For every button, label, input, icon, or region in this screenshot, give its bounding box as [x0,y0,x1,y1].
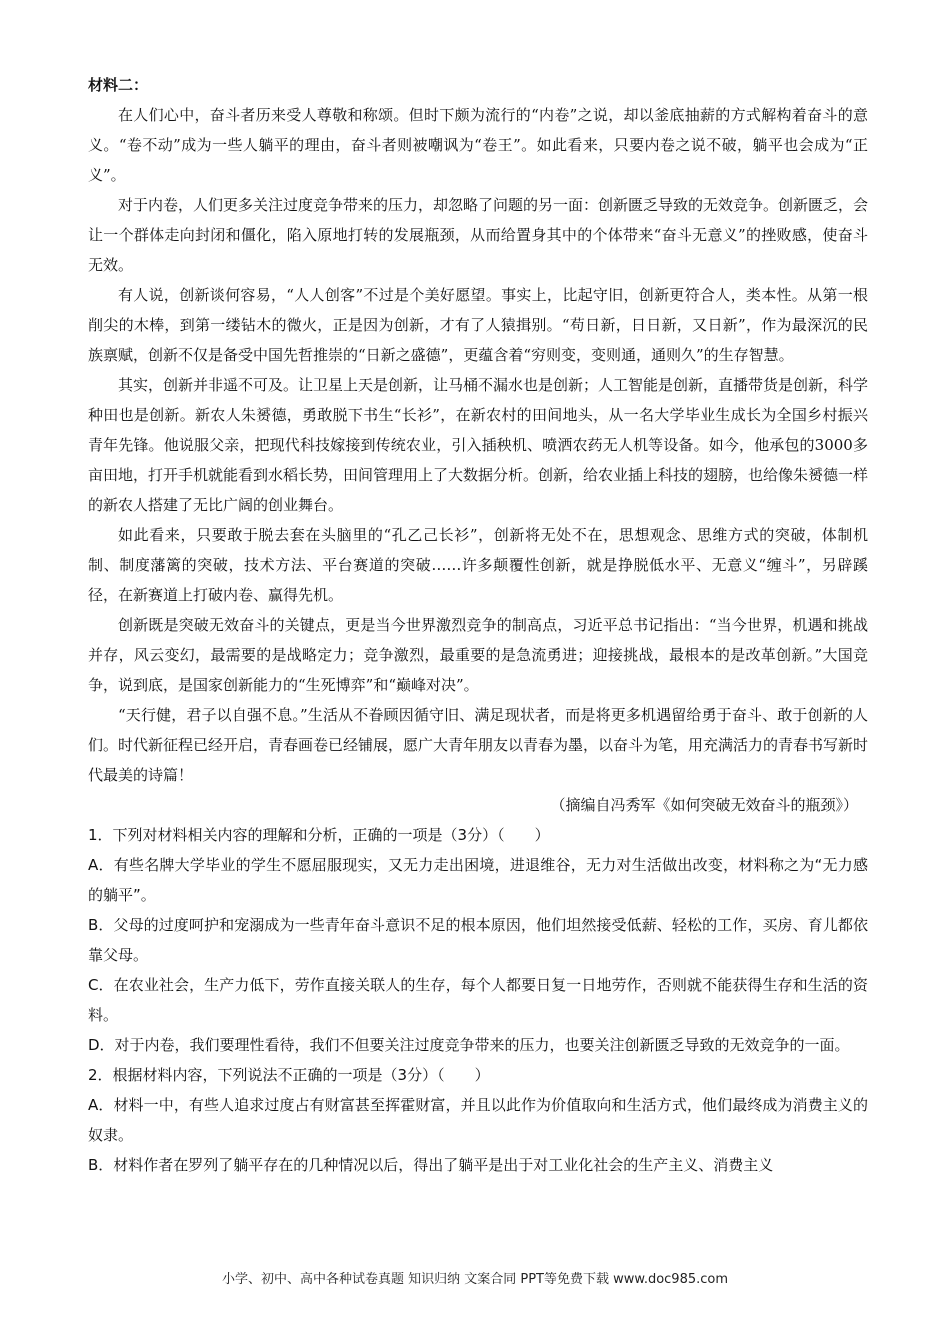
material-paragraph: 如此看来，只要敢于脱去套在头脑里的“孔乙己长衫”，创新将无处不在，思想观念、思维方式的突破，体制机制、制度藩篱的突破，技术方法、平台赛道的突破……许多颠覆性创新，就是挣脱低水平、无意义“缠斗”，另辟蹊径，在新赛道上打破内卷、赢得先机。 [88,526,868,604]
material-paragraph: 对于内卷，人们更多关注过度竞争带来的压力，却忽略了问题的另一面：创新匮乏导致的无效竞争。创新匮乏，会让一个群体走向封闭和僵化，陷入原地打转的发展瓶颈，从而给置身其中的个体带来“奋斗无意义”的挫败感，使奋斗无效。 [88,196,869,274]
material-title: 材料二： [88,76,149,94]
question-stem: 2．根据材料内容，下列说法不正确的一项是（3分）（ ） [88,1066,490,1084]
material-paragraph: 创新既是突破无效奋斗的关键点，更是当今世界激烈竞争的制高点，习近平总书记指出：“当今世界，机遇和挑战并存，风云变幻，最需要的是战略定力；竞争激烈，最重要的是急流勇进；迎接挑战，最根本的是改革创新。”大国竞争，说到底，是国家创新能力的“生死博弈”和“巅峰对决”。 [88,616,868,694]
question-1 [88,820,868,1060]
answer-option-a: A．有些名牌大学毕业的学生不愿屈服现实，又无力走出困境，进退维谷，无力对生活做出改变，材料称之为“无力感的躺平”。 [88,856,868,904]
document-body [88,70,868,1180]
material-paragraph: 有人说，创新谈何容易，“人人创客”不过是个美好愿望。事实上，比起守旧，创新更符合人，类本性。从第一根削尖的木棒，到第一缕钻木的微火，正是因为创新，才有了人猿揖别。“苟日新，日日新，又日新”，作为最深沉的民族禀赋，创新不仅是备受中国先哲推崇的“日新之盛德”，更蕴含着“穷则变，变则通，通则久”的生存智慧。 [88,286,868,364]
material-source: （摘编自冯秀军《如何突破无效奋斗的瓶颈》） [550,796,858,814]
page-footer: 小学、初中、高中各种试卷真题 知识归纳 文案合同 PPT等免费下载 www.doc985.com [221,1272,729,1287]
material-paragraph: 其实，创新并非遥不可及。让卫星上天是创新，让马桶不漏水也是创新；人工智能是创新，直播带货是创新，科学种田也是创新。新农人朱赟德，勇敢脱下书生“长衫”，在新农村的田间地头，从一名大学毕业生成长为全国乡村振兴青年先锋。他说服父亲，把现代科技嫁接到传统农业，引入插秧机、喷洒农药无人机等设备。如今，他承包的3000多亩田地，打开手机就能看到水稻长势，田间管理用上了大数据分析。创新，给农业插上科技的翅膀，也给像朱赟德一样的新农人搭建了无比广阔的创业舞台。 [88,376,869,514]
answer-option-b: B．材料作者在罗列了躺平存在的几种情况以后，得出了躺平是出于对工业化社会的生产主义、消费主义 [88,1156,774,1174]
answer-option-d: D．对于内卷，我们要理性看待，我们不但要关注过度竞争带来的压力，也要关注创新匮乏导致的无效竞争的一面。 [88,1036,850,1054]
material-paragraph: 在人们心中，奋斗者历来受人尊敬和称颂。但时下颇为流行的“内卷”之说，却以釜底抽薪的方式解构着奋斗的意义。“卷不动”成为一些人躺平的理由，奋斗者则被嘲讽为“卷王”。如此看来，只要内卷之说不破，躺平也会成为“正义”。 [88,106,868,184]
question-stem: 1．下列对材料相关内容的理解和分析，正确的一项是（3分）（ ） [88,826,550,844]
answer-option-a: A．材料一中，有些人追求过度占有财富甚至挥霍财富，并且以此作为价值取向和生活方式，他们最终成为消费主义的奴隶。 [88,1096,868,1144]
material-paragraph: “天行健，君子以自强不息。”生活从不眷顾因循守旧、满足现状者，而是将更多机遇留给勇于奋斗、敢于创新的人们。时代新征程已经开启，青春画卷已经铺展，愿广大青年朋友以青春为墨，以奋斗为笔，用充满活力的青春书写新时代最美的诗篇！ [88,706,869,784]
answer-option-c: C．在农业社会，生产力低下，劳作直接关联人的生存，每个人都要日复一日地劳作，否则就不能获得生存和生活的资料。 [88,976,868,1024]
answer-option-b: B．父母的过度呵护和宠溺成为一些青年奋斗意识不足的根本原因，他们坦然接受低薪、轻松的工作，买房、育儿都依靠父母。 [88,916,868,964]
question-2 [88,1060,868,1180]
